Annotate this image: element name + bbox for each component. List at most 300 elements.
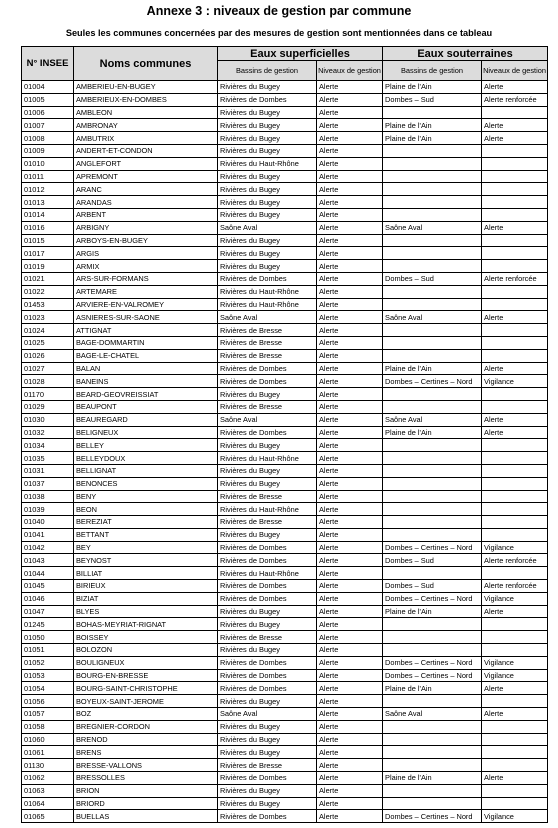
commune-cell: BELLIGNAT: [74, 464, 218, 477]
niveau-souterraines-cell: [482, 157, 548, 170]
bassin-superficielles-cell: Rivières de Dombes: [218, 810, 317, 823]
niveau-superficielles-cell: Alerte: [317, 759, 383, 772]
niveau-superficielles-cell: Alerte: [317, 349, 383, 362]
niveau-superficielles-cell: Alerte: [317, 132, 383, 145]
insee-cell: 01019: [22, 260, 74, 273]
bassin-souterraines-cell: [383, 464, 482, 477]
bassin-souterraines-cell: Dombes – Certines – Nord: [383, 541, 482, 554]
commune-cell: BRION: [74, 784, 218, 797]
niveau-superficielles-cell: Alerte: [317, 528, 383, 541]
table-row: [22, 426, 548, 439]
insee-cell: 01054: [22, 682, 74, 695]
table-row: [22, 592, 548, 605]
niveau-superficielles-cell: Alerte: [317, 631, 383, 644]
bassin-superficielles-cell: Rivières de Dombes: [218, 592, 317, 605]
bassin-souterraines-cell: [383, 260, 482, 273]
commune-cell: BOZ: [74, 708, 218, 721]
bassin-superficielles-cell: Rivières du Bugey: [218, 106, 317, 119]
commune-cell: BRESSE-VALLONS: [74, 759, 218, 772]
niveau-superficielles-cell: Alerte: [317, 81, 383, 94]
commune-cell: ATTIGNAT: [74, 324, 218, 337]
table-row: [22, 157, 548, 170]
niveau-superficielles-cell: Alerte: [317, 208, 383, 221]
insee-cell: 01041: [22, 528, 74, 541]
bassin-souterraines-cell: [383, 208, 482, 221]
header-bassins-superficielles: Bassins de gestion: [218, 61, 317, 81]
niveau-souterraines-cell: [482, 733, 548, 746]
niveau-superficielles-cell: Alerte: [317, 477, 383, 490]
commune-cell: BUELLAS: [74, 810, 218, 823]
bassin-souterraines-cell: Plaine de l'Ain: [383, 362, 482, 375]
bassin-souterraines-cell: [383, 170, 482, 183]
commune-cell: BOURG-SAINT-CHRISTOPHE: [74, 682, 218, 695]
commune-cell: BELLEYDOUX: [74, 452, 218, 465]
commune-cell: BEAUPONT: [74, 400, 218, 413]
header-bassins-souterraines: Bassins de gestion: [383, 61, 482, 81]
niveau-superficielles-cell: Alerte: [317, 746, 383, 759]
niveau-souterraines-cell: Vigilance: [482, 810, 548, 823]
commune-cell: BLYES: [74, 605, 218, 618]
table-row: [22, 119, 548, 132]
niveau-souterraines-cell: Alerte renforcée: [482, 554, 548, 567]
niveau-souterraines-cell: [482, 349, 548, 362]
table-row: [22, 93, 548, 106]
insee-cell: 01014: [22, 208, 74, 221]
bassin-superficielles-cell: Rivières du Bugey: [218, 388, 317, 401]
bassin-superficielles-cell: Rivières du Bugey: [218, 464, 317, 477]
management-levels-table: [21, 46, 548, 823]
commune-cell: AMBLEON: [74, 106, 218, 119]
commune-cell: ARMIX: [74, 260, 218, 273]
bassin-souterraines-cell: [383, 324, 482, 337]
bassin-superficielles-cell: Rivières du Bugey: [218, 260, 317, 273]
niveau-souterraines-cell: Alerte: [482, 132, 548, 145]
bassin-superficielles-cell: Rivières de Bresse: [218, 349, 317, 362]
commune-cell: BEON: [74, 503, 218, 516]
niveau-superficielles-cell: Alerte: [317, 708, 383, 721]
niveau-superficielles-cell: Alerte: [317, 784, 383, 797]
bassin-superficielles-cell: Rivières de Bresse: [218, 490, 317, 503]
niveau-souterraines-cell: [482, 746, 548, 759]
bassin-souterraines-cell: Dombes – Certines – Nord: [383, 656, 482, 669]
niveau-superficielles-cell: Alerte: [317, 221, 383, 234]
niveau-superficielles-cell: Alerte: [317, 426, 383, 439]
bassin-superficielles-cell: Rivières de Dombes: [218, 362, 317, 375]
table-row: [22, 144, 548, 157]
insee-cell: 01017: [22, 247, 74, 260]
table-row: [22, 656, 548, 669]
niveau-souterraines-cell: Alerte: [482, 426, 548, 439]
insee-cell: 01007: [22, 119, 74, 132]
niveau-superficielles-cell: Alerte: [317, 644, 383, 657]
insee-cell: 01029: [22, 400, 74, 413]
niveau-superficielles-cell: Alerte: [317, 618, 383, 631]
table-row: [22, 132, 548, 145]
insee-cell: 01046: [22, 592, 74, 605]
table-row: [22, 541, 548, 554]
niveau-souterraines-cell: Alerte: [482, 119, 548, 132]
bassin-souterraines-cell: [383, 183, 482, 196]
niveau-souterraines-cell: Alerte renforcée: [482, 580, 548, 593]
insee-cell: 01009: [22, 144, 74, 157]
table-row: [22, 477, 548, 490]
commune-cell: BANEINS: [74, 375, 218, 388]
insee-cell: 01024: [22, 324, 74, 337]
bassin-souterraines-cell: [383, 336, 482, 349]
bassin-superficielles-cell: Rivières de Bresse: [218, 759, 317, 772]
niveau-superficielles-cell: Alerte: [317, 196, 383, 209]
bassin-superficielles-cell: Rivières du Bugey: [218, 119, 317, 132]
bassin-souterraines-cell: Plaine de l'Ain: [383, 772, 482, 785]
bassin-superficielles-cell: Rivières du Bugey: [218, 733, 317, 746]
niveau-souterraines-cell: Alerte: [482, 772, 548, 785]
commune-cell: BRENOD: [74, 733, 218, 746]
commune-cell: BOHAS-MEYRIAT-RIGNAT: [74, 618, 218, 631]
niveau-souterraines-cell: [482, 464, 548, 477]
bassin-souterraines-cell: [383, 349, 482, 362]
bassin-souterraines-cell: [383, 797, 482, 810]
niveau-superficielles-cell: Alerte: [317, 260, 383, 273]
table-row: [22, 784, 548, 797]
table-row: [22, 644, 548, 657]
niveau-superficielles-cell: Alerte: [317, 439, 383, 452]
commune-cell: ARBIGNY: [74, 221, 218, 234]
bassin-souterraines-cell: [383, 567, 482, 580]
insee-cell: 01042: [22, 541, 74, 554]
niveau-souterraines-cell: [482, 106, 548, 119]
commune-cell: BIRIEUX: [74, 580, 218, 593]
bassin-superficielles-cell: Rivières du Haut-Rhône: [218, 298, 317, 311]
bassin-souterraines-cell: Plaine de l'Ain: [383, 119, 482, 132]
insee-cell: 01026: [22, 349, 74, 362]
insee-cell: 01031: [22, 464, 74, 477]
commune-cell: BOULIGNEUX: [74, 656, 218, 669]
niveau-souterraines-cell: [482, 644, 548, 657]
page-title: Annexe 3 : niveaux de gestion par commune: [146, 4, 412, 18]
header-niveaux-superficielles: Niveaux de gestion: [317, 61, 383, 81]
bassin-superficielles-cell: Rivières de Bresse: [218, 336, 317, 349]
bassin-superficielles-cell: Rivières du Bugey: [218, 477, 317, 490]
bassin-superficielles-cell: Rivières du Haut-Rhône: [218, 157, 317, 170]
commune-cell: BEREZIAT: [74, 516, 218, 529]
bassin-souterraines-cell: [383, 695, 482, 708]
bassin-superficielles-cell: Rivières du Haut-Rhône: [218, 567, 317, 580]
niveau-souterraines-cell: Vigilance: [482, 669, 548, 682]
niveau-superficielles-cell: Alerte: [317, 234, 383, 247]
niveau-souterraines-cell: [482, 247, 548, 260]
bassin-superficielles-cell: Rivières de Dombes: [218, 772, 317, 785]
table-row: [22, 631, 548, 644]
niveau-superficielles-cell: Alerte: [317, 682, 383, 695]
table-row: [22, 759, 548, 772]
niveau-souterraines-cell: [482, 784, 548, 797]
niveau-superficielles-cell: Alerte: [317, 669, 383, 682]
commune-cell: BENY: [74, 490, 218, 503]
commune-cell: BOLOZON: [74, 644, 218, 657]
niveau-souterraines-cell: Vigilance: [482, 375, 548, 388]
bassin-souterraines-cell: [383, 720, 482, 733]
insee-cell: 01057: [22, 708, 74, 721]
bassin-souterraines-cell: Plaine de l'Ain: [383, 426, 482, 439]
bassin-souterraines-cell: [383, 631, 482, 644]
table-row: [22, 695, 548, 708]
table-row: [22, 183, 548, 196]
commune-cell: BOURG-EN-BRESSE: [74, 669, 218, 682]
insee-cell: 01044: [22, 567, 74, 580]
bassin-superficielles-cell: Rivières du Bugey: [218, 196, 317, 209]
bassin-superficielles-cell: Rivières de Dombes: [218, 580, 317, 593]
bassin-souterraines-cell: [383, 285, 482, 298]
commune-cell: ARBENT: [74, 208, 218, 221]
niveau-superficielles-cell: Alerte: [317, 247, 383, 260]
insee-cell: 01052: [22, 656, 74, 669]
table-row: [22, 81, 548, 94]
bassin-superficielles-cell: Rivières du Bugey: [218, 144, 317, 157]
commune-cell: ARS-SUR-FORMANS: [74, 272, 218, 285]
bassin-souterraines-cell: Dombes – Sud: [383, 272, 482, 285]
bassin-superficielles-cell: Rivières de Bresse: [218, 631, 317, 644]
insee-cell: 01030: [22, 413, 74, 426]
niveau-souterraines-cell: [482, 720, 548, 733]
niveau-souterraines-cell: [482, 144, 548, 157]
insee-cell: 01011: [22, 170, 74, 183]
bassin-superficielles-cell: Rivières de Bresse: [218, 324, 317, 337]
bassin-souterraines-cell: [383, 388, 482, 401]
niveau-souterraines-cell: Alerte renforcée: [482, 272, 548, 285]
bassin-superficielles-cell: Rivières de Dombes: [218, 375, 317, 388]
niveau-superficielles-cell: Alerte: [317, 272, 383, 285]
bassin-souterraines-cell: [383, 759, 482, 772]
niveau-superficielles-cell: Alerte: [317, 464, 383, 477]
bassin-superficielles-cell: Rivières du Bugey: [218, 183, 317, 196]
table-row: [22, 452, 548, 465]
bassin-superficielles-cell: Rivières du Bugey: [218, 81, 317, 94]
niveau-superficielles-cell: Alerte: [317, 720, 383, 733]
header-eaux-superficielles: Eaux superficielles: [218, 47, 383, 61]
commune-cell: BRESSOLLES: [74, 772, 218, 785]
bassin-souterraines-cell: Plaine de l'Ain: [383, 605, 482, 618]
table-row: [22, 810, 548, 823]
header-insee: N° INSEE: [22, 47, 74, 81]
commune-cell: ARGIS: [74, 247, 218, 260]
niveau-superficielles-cell: Alerte: [317, 516, 383, 529]
niveau-souterraines-cell: Vigilance: [482, 656, 548, 669]
insee-cell: 01004: [22, 81, 74, 94]
insee-cell: 01013: [22, 196, 74, 209]
niveau-superficielles-cell: Alerte: [317, 797, 383, 810]
table-row: [22, 797, 548, 810]
insee-cell: 01005: [22, 93, 74, 106]
bassin-souterraines-cell: [383, 528, 482, 541]
insee-cell: 01043: [22, 554, 74, 567]
bassin-souterraines-cell: Plaine de l'Ain: [383, 132, 482, 145]
niveau-souterraines-cell: Vigilance: [482, 592, 548, 605]
bassin-souterraines-cell: [383, 247, 482, 260]
niveau-souterraines-cell: [482, 400, 548, 413]
niveau-souterraines-cell: [482, 234, 548, 247]
bassin-souterraines-cell: [383, 746, 482, 759]
bassin-superficielles-cell: Rivières de Bresse: [218, 400, 317, 413]
bassin-souterraines-cell: [383, 477, 482, 490]
bassin-souterraines-cell: [383, 439, 482, 452]
bassin-souterraines-cell: [383, 298, 482, 311]
niveau-souterraines-cell: Alerte: [482, 311, 548, 324]
insee-cell: 01453: [22, 298, 74, 311]
bassin-superficielles-cell: Saône Aval: [218, 413, 317, 426]
table-row: [22, 247, 548, 260]
niveau-souterraines-cell: [482, 285, 548, 298]
table-row: [22, 311, 548, 324]
insee-cell: 01050: [22, 631, 74, 644]
table-row: [22, 208, 548, 221]
table-row: [22, 682, 548, 695]
insee-cell: 01016: [22, 221, 74, 234]
niveau-superficielles-cell: Alerte: [317, 605, 383, 618]
bassin-souterraines-cell: [383, 784, 482, 797]
bassin-souterraines-cell: [383, 196, 482, 209]
bassin-superficielles-cell: Rivières du Bugey: [218, 605, 317, 618]
bassin-souterraines-cell: Saône Aval: [383, 311, 482, 324]
niveau-souterraines-cell: [482, 196, 548, 209]
insee-cell: 01008: [22, 132, 74, 145]
table-row: [22, 260, 548, 273]
bassin-souterraines-cell: [383, 400, 482, 413]
niveau-superficielles-cell: Alerte: [317, 170, 383, 183]
table-row: [22, 349, 548, 362]
insee-cell: 01061: [22, 746, 74, 759]
niveau-souterraines-cell: [482, 260, 548, 273]
table-row: [22, 439, 548, 452]
niveau-superficielles-cell: Alerte: [317, 183, 383, 196]
bassin-superficielles-cell: Rivières de Dombes: [218, 656, 317, 669]
niveau-superficielles-cell: Alerte: [317, 567, 383, 580]
table-row: [22, 221, 548, 234]
niveau-souterraines-cell: [482, 631, 548, 644]
table-row: [22, 618, 548, 631]
insee-cell: 01027: [22, 362, 74, 375]
niveau-superficielles-cell: Alerte: [317, 324, 383, 337]
insee-cell: 01170: [22, 388, 74, 401]
bassin-superficielles-cell: Rivières du Bugey: [218, 644, 317, 657]
page-subtitle: Seules les communes concernées par des mesures de gestion sont mentionnées dans ce tableau: [65, 28, 493, 38]
bassin-superficielles-cell: Rivières de Bresse: [218, 516, 317, 529]
insee-cell: 01022: [22, 285, 74, 298]
niveau-superficielles-cell: Alerte: [317, 452, 383, 465]
table-row: [22, 285, 548, 298]
table-row: [22, 669, 548, 682]
table-row: [22, 272, 548, 285]
commune-cell: BENONCES: [74, 477, 218, 490]
bassin-souterraines-cell: Dombes – Sud: [383, 580, 482, 593]
bassin-souterraines-cell: Plaine de l'Ain: [383, 81, 482, 94]
bassin-souterraines-cell: Saône Aval: [383, 221, 482, 234]
insee-cell: 01064: [22, 797, 74, 810]
commune-cell: ARANDAS: [74, 196, 218, 209]
table-row: [22, 234, 548, 247]
insee-cell: 01063: [22, 784, 74, 797]
insee-cell: 01021: [22, 272, 74, 285]
niveau-souterraines-cell: [482, 516, 548, 529]
table-row: [22, 528, 548, 541]
insee-cell: 01035: [22, 452, 74, 465]
niveau-souterraines-cell: [482, 618, 548, 631]
bassin-superficielles-cell: Rivières de Dombes: [218, 93, 317, 106]
commune-cell: BEARD-GEOVREISSIAT: [74, 388, 218, 401]
insee-cell: 01006: [22, 106, 74, 119]
commune-cell: ARBOYS-EN-BUGEY: [74, 234, 218, 247]
bassin-superficielles-cell: Rivières de Dombes: [218, 554, 317, 567]
bassin-souterraines-cell: [383, 106, 482, 119]
niveau-superficielles-cell: Alerte: [317, 592, 383, 605]
commune-cell: BIZIAT: [74, 592, 218, 605]
commune-cell: BELLEY: [74, 439, 218, 452]
bassin-superficielles-cell: Rivières du Bugey: [218, 784, 317, 797]
bassin-superficielles-cell: Saône Aval: [218, 708, 317, 721]
table-row: [22, 196, 548, 209]
bassin-souterraines-cell: [383, 490, 482, 503]
insee-cell: 01032: [22, 426, 74, 439]
niveau-souterraines-cell: [482, 797, 548, 810]
niveau-superficielles-cell: Alerte: [317, 285, 383, 298]
bassin-superficielles-cell: Rivières du Bugey: [218, 746, 317, 759]
bassin-souterraines-cell: [383, 644, 482, 657]
niveau-souterraines-cell: [482, 490, 548, 503]
bassin-souterraines-cell: [383, 733, 482, 746]
niveau-superficielles-cell: Alerte: [317, 362, 383, 375]
insee-cell: 01028: [22, 375, 74, 388]
commune-cell: BOYEUX-SAINT-JEROME: [74, 695, 218, 708]
table-row: [22, 413, 548, 426]
insee-cell: 01058: [22, 720, 74, 733]
insee-cell: 01130: [22, 759, 74, 772]
table-row: [22, 516, 548, 529]
niveau-souterraines-cell: Alerte: [482, 605, 548, 618]
commune-cell: BOISSEY: [74, 631, 218, 644]
table-row: [22, 106, 548, 119]
bassin-souterraines-cell: Saône Aval: [383, 413, 482, 426]
niveau-souterraines-cell: [482, 695, 548, 708]
commune-cell: AMBUTRIX: [74, 132, 218, 145]
insee-cell: 01053: [22, 669, 74, 682]
commune-cell: ARTEMARE: [74, 285, 218, 298]
table-row: [22, 464, 548, 477]
niveau-souterraines-cell: [482, 336, 548, 349]
table-row: [22, 772, 548, 785]
insee-cell: 01037: [22, 477, 74, 490]
bassin-superficielles-cell: Saône Aval: [218, 311, 317, 324]
insee-cell: 01056: [22, 695, 74, 708]
niveau-superficielles-cell: Alerte: [317, 144, 383, 157]
table-row: [22, 567, 548, 580]
niveau-superficielles-cell: Alerte: [317, 298, 383, 311]
table-row: [22, 388, 548, 401]
bassin-souterraines-cell: [383, 157, 482, 170]
bassin-souterraines-cell: Dombes – Certines – Nord: [383, 375, 482, 388]
bassin-superficielles-cell: Rivières de Dombes: [218, 669, 317, 682]
bassin-souterraines-cell: [383, 144, 482, 157]
niveau-superficielles-cell: Alerte: [317, 93, 383, 106]
header-eaux-souterraines: Eaux souterraines: [383, 47, 548, 61]
bassin-superficielles-cell: Rivières de Dombes: [218, 426, 317, 439]
commune-cell: AMBERIEU-EN-BUGEY: [74, 81, 218, 94]
niveau-superficielles-cell: Alerte: [317, 388, 383, 401]
bassin-superficielles-cell: Rivières du Bugey: [218, 618, 317, 631]
commune-cell: BEAUREGARD: [74, 413, 218, 426]
table-row: [22, 708, 548, 721]
bassin-superficielles-cell: Rivières du Haut-Rhône: [218, 452, 317, 465]
niveau-superficielles-cell: Alerte: [317, 400, 383, 413]
niveau-superficielles-cell: Alerte: [317, 541, 383, 554]
